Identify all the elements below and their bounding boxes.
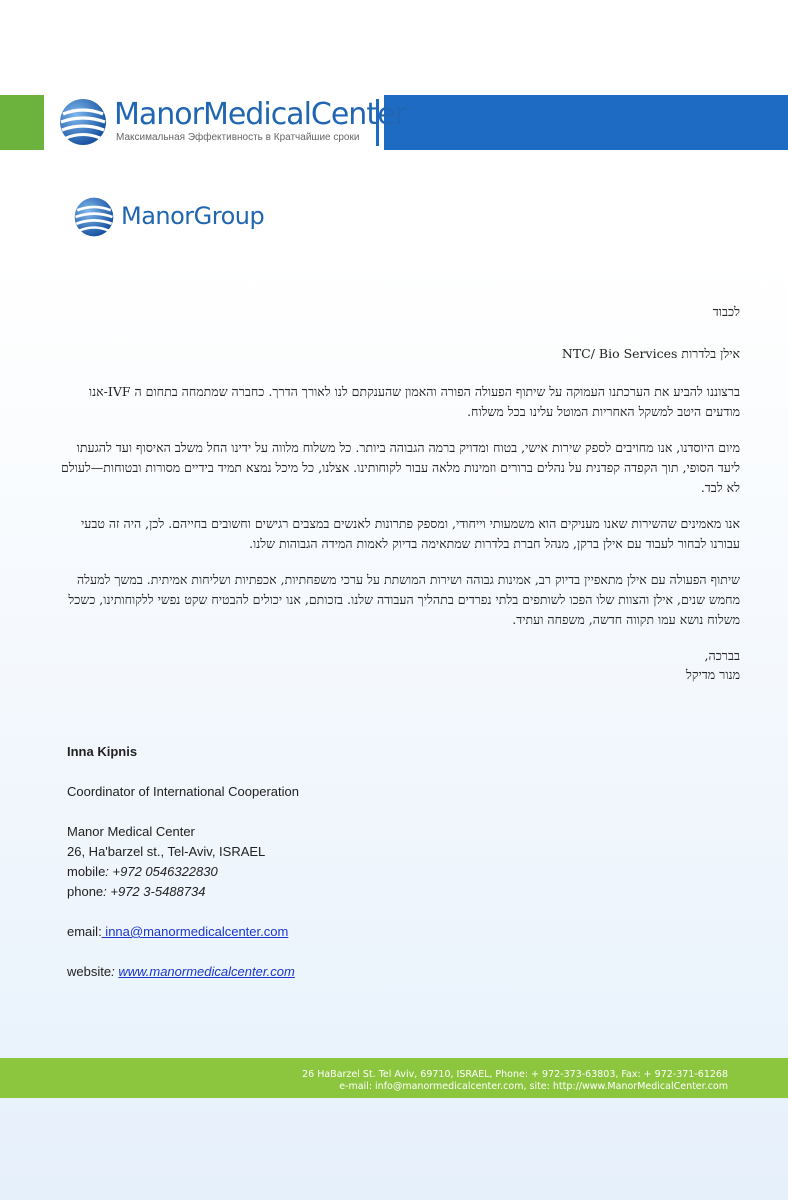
letter-recipient: אילן בלדרות NTC/ Bio Services <box>561 346 740 361</box>
contact-website <box>67 962 487 982</box>
footer-text <box>302 1069 728 1093</box>
letter-paragraph: ברצוננו להביע את הערכתנו העמוקה על שיתוף הפעולה הפורה והאמון שהענקתם לנו לאורך הדרך. כחברה שמתמחה בתחום ה IVF-אנו מודעים היטב למשקל האחריות המוטל עלינו בכל משלוח. <box>88 384 740 419</box>
contact-title: Coordinator of International Cooperation <box>67 784 299 799</box>
mobile-value: : +972 0546322830 <box>105 864 218 879</box>
phone-label: phone <box>67 884 104 899</box>
letter-paragraph: אנו מאמינים שהשירות שאנו מעניקים הוא משמעותי וייחודי, ומספק פתרונות לאנשים במצבים רגישים וחשובים בחייהם. לכן, היה זה טבעי עבורנו לבחור לעבוד עם אילן ברקן, מנהל חברת בלדרות שמתאימה בדיוק לאמות המידה הגבוהות שלנו. <box>80 516 740 551</box>
globe-logo-icon <box>58 97 108 147</box>
letter-paragraph: שיתוף הפעולה עם אילן מתאפיין בדיוק רב, אמינות גבוהה ושירות המושתת על ערכי משפחתיות, אכפתיות ושליחות אמיתית. במשך למעלה מחמש שנים, אילן והצוות שלו הפכו לשותפים בלתי נפרדים בתהליך העבודה שלנו. בזכותם, אנו יכולים להבטיח שקט נפשי ללקוחותינו, כשכל משלוח נושא עמו תקווה חדשה, משפחה ועתיד. <box>68 572 740 627</box>
contact-mobile <box>67 862 487 882</box>
footer-email-site: e-mail: info@manormedicalcenter.com, site: http://www.ManorMedicalCenter.com <box>339 1081 728 1092</box>
brand-tagline: Максимальная Эффективность в Кратчайшие сроки <box>116 132 360 143</box>
contact-email <box>67 922 487 942</box>
website-label: website <box>67 964 112 979</box>
letter-body <box>60 302 740 684</box>
letter-closing: בברכה, <box>704 648 740 663</box>
contact-phone <box>67 882 487 902</box>
letter-signoff <box>60 646 740 684</box>
contact-address: 26, Ha'barzel st., Tel-Aviv, ISRAEL <box>67 844 266 859</box>
header-green-block <box>0 95 44 150</box>
website-separator: : <box>111 964 119 979</box>
letter-signature: מנור מדיקל <box>685 667 740 682</box>
mobile-label: mobile <box>67 864 106 879</box>
footer-address: 26 HaBarzel St. Tel Aviv, 69710, ISRAEL, Phone: + 972-373-63803, Fax: + 972-371-61268 <box>302 1069 728 1080</box>
phone-value: : +972 3-5488734 <box>103 884 206 899</box>
contact-block <box>67 742 487 982</box>
email-link[interactable]: inna@manormedicalcenter.com <box>101 924 289 939</box>
website-link[interactable]: www.manormedicalcenter.com <box>118 964 295 979</box>
contact-name: Inna Kipnis <box>67 744 138 759</box>
contact-org: Manor Medical Center <box>67 824 195 839</box>
group-globe-icon <box>73 196 115 238</box>
header-blue-bar <box>384 95 788 150</box>
letter-paragraph: מיום היוסדנו, אנו מחויבים לספק שירות אישי, בטוח ומדויק ברמה הגבוהה ביותר. כל משלוח מלווה על ידינו החל משלב האיסוף ועד להגעתו ליעד הסופי, תוך הקפדה קפדנית על נהלים ברורים וזמינות מלאה עבור לקוחותינו. אצלנו, כל מיכל נמצא תמיד בידיים מסורות ובטוחות—לעולם לא לבד. <box>61 440 740 495</box>
group-name: ManorGroup <box>121 202 265 230</box>
brand-name: ManorMedicalCenter <box>114 97 406 132</box>
email-label: email: <box>67 924 102 939</box>
letter-greeting: לכבוד <box>712 304 740 319</box>
